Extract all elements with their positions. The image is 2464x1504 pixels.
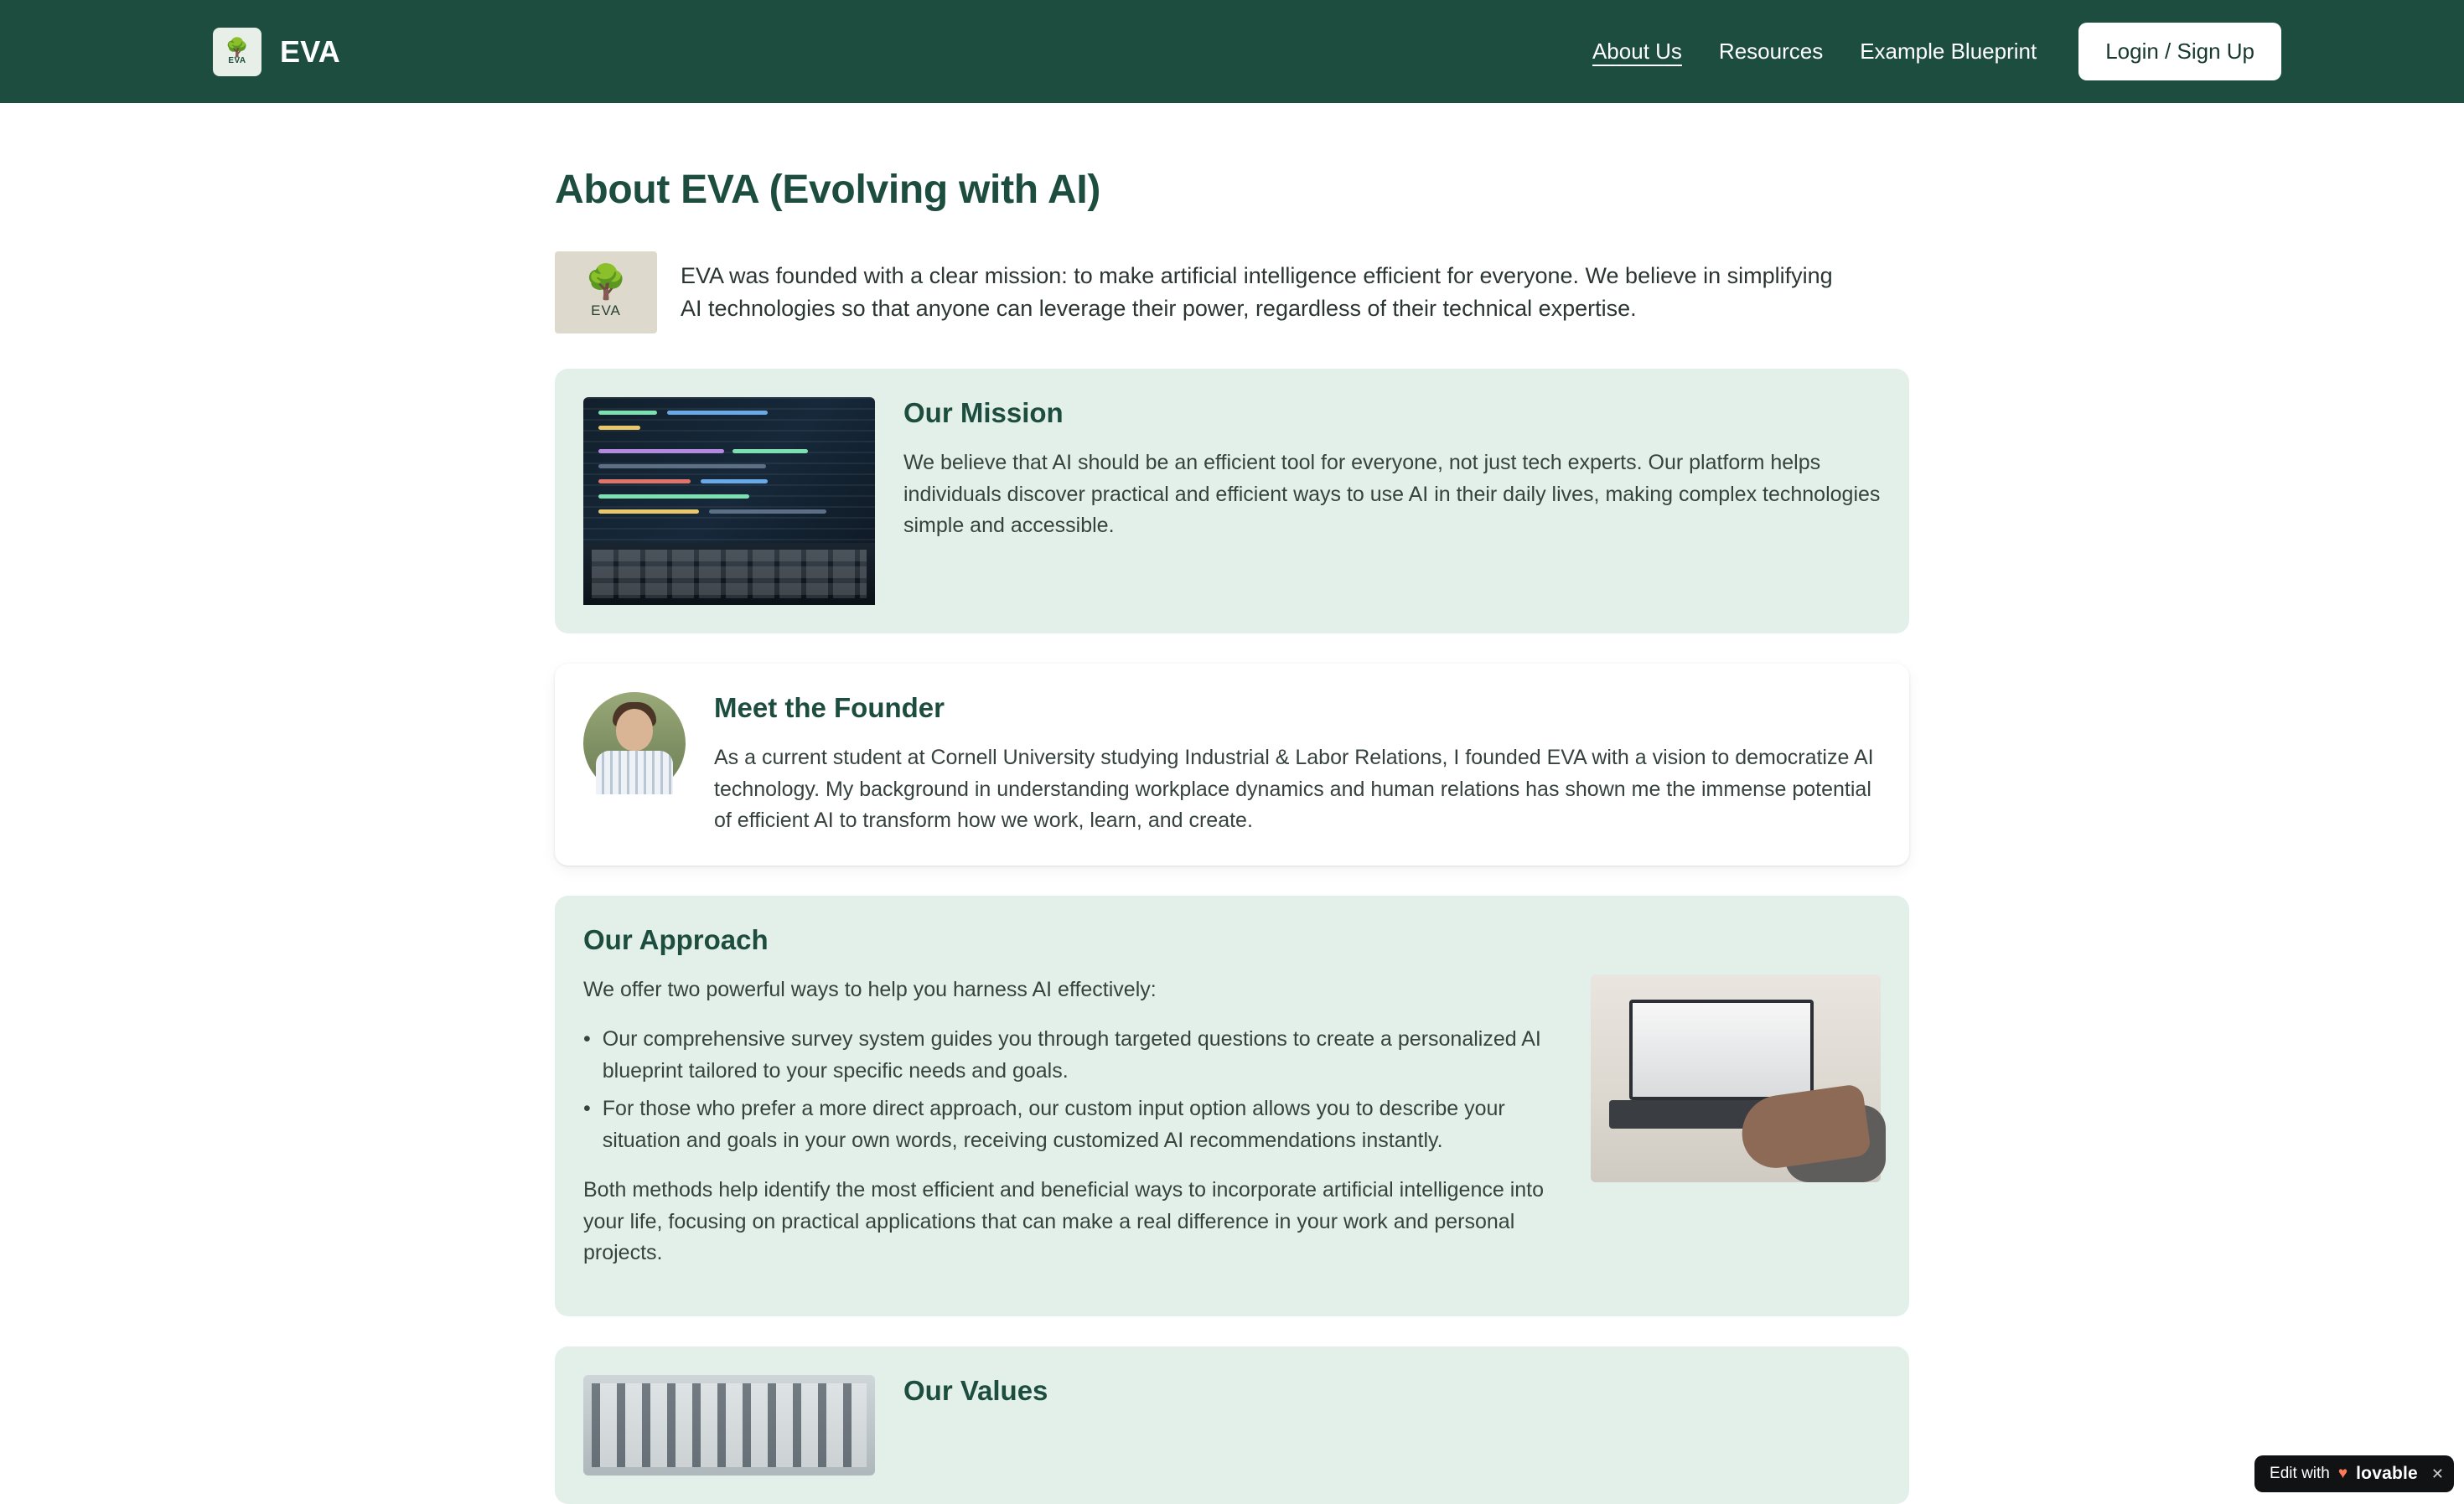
bullet-dot-icon: •	[583, 1027, 591, 1051]
mission-title: Our Mission	[903, 397, 1064, 428]
approach-image	[1591, 974, 1881, 1182]
approach-bullet-1: Our comprehensive survey system guides you through targeted questions to create a personalized AI blueprint tailored to your specific needs and goals.	[602, 1027, 1541, 1083]
values-card	[555, 1346, 1909, 1504]
founder-title: Meet the Founder	[714, 692, 945, 723]
founder-body: As a current student at Cornell University studying Industrial & Labor Relations, I founded EVA with a vision to democratize AI technology. My background in understanding workplace dynamics and human relations has shown me the immense potential of efficient AI to transform how we work, learn, and create.	[714, 746, 1874, 832]
list-item	[583, 1024, 1562, 1087]
heart-icon: ♥	[2337, 1465, 2348, 1482]
intro-block	[555, 251, 1909, 333]
lovable-edit-badge[interactable]	[2254, 1455, 2454, 1492]
main-nav	[1574, 23, 2281, 80]
approach-bullet-2: For those who prefer a more direct approach, our custom input option allows you to describe your situation and goals in your own words, receiving customized AI recommendations instantly.	[602, 1097, 1505, 1152]
lovable-prefix-label: Edit with	[2270, 1465, 2330, 1482]
mission-body: We believe that AI should be an efficient tool for everyone, not just tech experts. Our platform helps individuals discover practical and efficient ways to use AI in their daily lives, making complex technologies simple and accessible.	[903, 451, 1881, 537]
logo-mark-text: EVA	[591, 302, 621, 318]
intro-text: EVA was founded with a clear mission: to make artificial intelligence efficient for everyone. We believe in simplifying AI technologies so that anyone can leverage their power, regardless of their technical expertise.	[681, 263, 1833, 322]
approach-bullet-list	[583, 1024, 1562, 1156]
page-body	[0, 103, 2464, 1504]
founder-card	[555, 664, 1909, 866]
content-container	[555, 103, 1909, 1504]
lovable-brand-label: lovable	[2356, 1464, 2418, 1483]
site-header	[0, 0, 2464, 103]
tree-icon: 🌳	[225, 36, 249, 58]
founder-photo	[583, 692, 686, 794]
brand-name: EVA	[280, 34, 340, 69]
approach-title: Our Approach	[583, 923, 769, 955]
logo-mark-text: EVA	[228, 55, 246, 65]
bullet-dot-icon: •	[583, 1097, 591, 1120]
values-title: Our Values	[903, 1374, 1048, 1406]
login-signup-button[interactable]: Login / Sign Up	[2078, 23, 2281, 80]
approach-closing: Both methods help identify the most efficient and beneficial ways to incorporate artificial intelligence into your life, focusing on practical applications that can make a real difference in your work and personal projects.	[583, 1178, 1545, 1264]
tree-icon: 🌳	[585, 264, 627, 301]
mission-image	[583, 397, 875, 605]
eva-logo-icon	[213, 28, 261, 76]
approach-card	[555, 896, 1909, 1316]
nav-item-resources[interactable]: Resources	[1718, 39, 1824, 64]
eva-logo-large-icon	[555, 251, 657, 333]
nav-item-example-blueprint[interactable]: Example Blueprint	[1860, 39, 2037, 64]
brand[interactable]	[213, 28, 340, 76]
nav-item-about-us[interactable]: About Us	[1592, 39, 1682, 64]
close-icon[interactable]: ✕	[2430, 1465, 2444, 1482]
founder-avatar	[583, 692, 686, 794]
list-item	[583, 1093, 1562, 1156]
approach-intro: We offer two powerful ways to help you harness AI effectively:	[583, 977, 1157, 1001]
page-title: About EVA (Evolving with AI)	[555, 168, 1101, 212]
mission-card	[555, 369, 1909, 633]
values-image	[583, 1375, 875, 1476]
